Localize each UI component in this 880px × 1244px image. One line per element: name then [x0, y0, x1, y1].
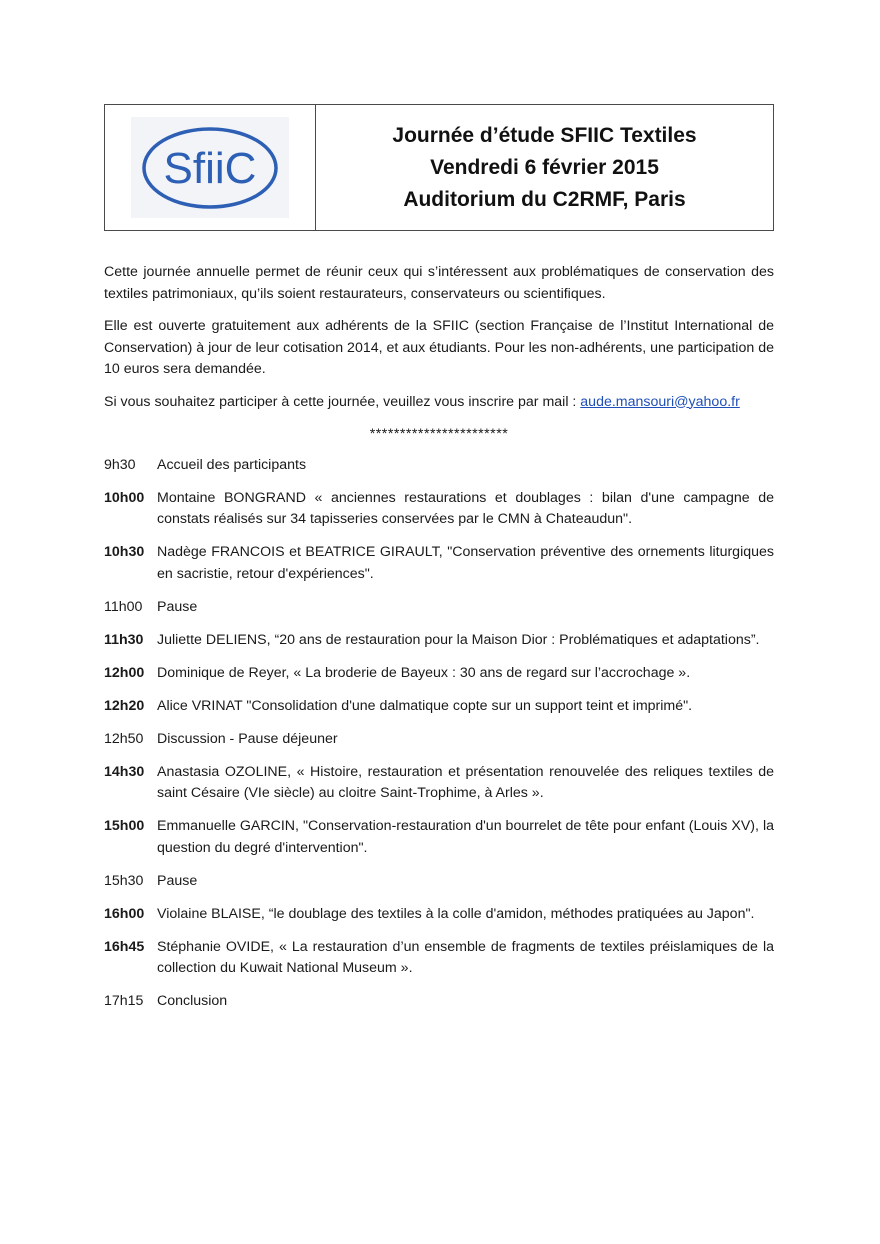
- schedule-text: Nadège FRANCOIS et BEATRICE GIRAULT, "Conservation préventive des ornements liturgiques en sacristie, retour d'expériences".: [157, 544, 774, 582]
- schedule-time: 11h30: [104, 631, 144, 648]
- schedule-item: [104, 663, 774, 685]
- schedule-time: 12h50: [104, 730, 144, 747]
- schedule-text: Anastasia OZOLINE, « Histoire, restauration et présentation renouvelée des reliques textiles de saint Césaire (VIe siècle) au cloitre Saint-Trophime, à Arles ».: [157, 763, 774, 801]
- schedule-item: [104, 816, 774, 859]
- schedule-time: 14h30: [104, 763, 145, 780]
- logo-text: SfiiC: [163, 143, 257, 193]
- schedule-time: 16h45: [104, 938, 145, 955]
- schedule-time: 15h30: [104, 872, 144, 889]
- schedule-text: Dominique de Reyer, « La broderie de Bayeux : 30 ans de regard sur l’accrochage ».: [157, 664, 691, 681]
- schedule-text: Juliette DELIENS, “20 ans de restauration pour la Maison Dior : Problématiques et adaptations”.: [157, 631, 760, 648]
- title-line-1: Journée d’étude SFIIC Textiles: [392, 123, 697, 147]
- schedule-item: [104, 455, 774, 477]
- intro-paragraph-2: Elle est ouverte gratuitement aux adhérents de la SFIIC (section Française de l’Institut International de Conservation) à jour de leur cotisation 2014, et aux étudiants. Pour les non-adhérents, une participation de 10 euros sera demandée.: [104, 318, 774, 377]
- schedule-time: 9h30: [104, 456, 136, 473]
- schedule-item: [104, 937, 774, 980]
- schedule-time: 12h20: [104, 697, 145, 714]
- schedule-item: [104, 991, 774, 1013]
- schedule-text: Emmanuelle GARCIN, "Conservation-restauration d'un bourrelet de tête pour enfant (Louis XV), la question du degré d'intervention".: [157, 818, 774, 856]
- schedule-time: 15h00: [104, 818, 145, 834]
- document-body: [104, 262, 774, 1024]
- schedule-text: Pause: [157, 598, 198, 615]
- schedule-item: [104, 630, 774, 652]
- schedule-time: 11h00: [104, 598, 143, 615]
- schedule-text: Pause: [157, 872, 198, 889]
- email-link[interactable]: aude.mansouri@yahoo.fr: [580, 393, 740, 410]
- sfiic-logo-icon: [140, 126, 280, 210]
- schedule-text: Alice VRINAT "Consolidation d'une dalmatique copte sur un support teint et imprimé".: [157, 697, 693, 714]
- schedule-text: Montaine BONGRAND « anciennes restaurations et doublages : bilan d'une campagne de constats réalisés sur 34 tapisseries conservées par le CMN à Chateaudun".: [157, 489, 774, 527]
- title-line-2: Vendredi 6 février 2015: [430, 155, 659, 179]
- schedule-item: [104, 696, 774, 718]
- sfiic-logo: [131, 117, 289, 218]
- schedule-item: [104, 488, 774, 531]
- header-box: [104, 104, 774, 231]
- schedule-time: 10h00: [104, 489, 145, 506]
- intro-paragraph-1: Cette journée annuelle permet de réunir ceux qui s’intéressent aux problématiques de conservation des textiles patrimoniaux, qu’ils soient restaurateurs, conservateurs ou scientifiques.: [104, 264, 774, 302]
- separator: ***********************: [369, 426, 509, 442]
- title-line-3: Auditorium du C2RMF, Paris: [403, 187, 686, 211]
- schedule-text: Accueil des participants: [157, 456, 307, 473]
- schedule: [104, 455, 774, 1013]
- schedule-time: 17h15: [104, 993, 144, 1009]
- schedule-text: Stéphanie OVIDE, « La restauration d’un ensemble de fragments de textiles préislamiques de la collection du Kuwait National Museum ».: [157, 938, 774, 976]
- schedule-time: 10h30: [104, 544, 145, 560]
- title-block: [316, 105, 773, 230]
- schedule-text: Discussion - Pause déjeuner: [157, 730, 338, 747]
- registration-text: Si vous souhaitez participer à cette journée, veuillez vous inscrire par mail :: [104, 393, 581, 410]
- schedule-item: [104, 871, 774, 893]
- logo-cell: [105, 105, 316, 230]
- schedule-item: [104, 729, 774, 751]
- schedule-time: 12h00: [104, 664, 145, 681]
- registration-paragraph: [104, 392, 774, 414]
- schedule-time: 16h00: [104, 905, 145, 922]
- schedule-item: [104, 597, 774, 619]
- schedule-item: [104, 904, 774, 926]
- schedule-item: [104, 542, 774, 585]
- schedule-text: Violaine BLAISE, “le doublage des textiles à la colle d'amidon, méthodes pratiquées au Japon".: [157, 905, 755, 922]
- schedule-item: [104, 762, 774, 805]
- schedule-text: Conclusion: [157, 993, 228, 1009]
